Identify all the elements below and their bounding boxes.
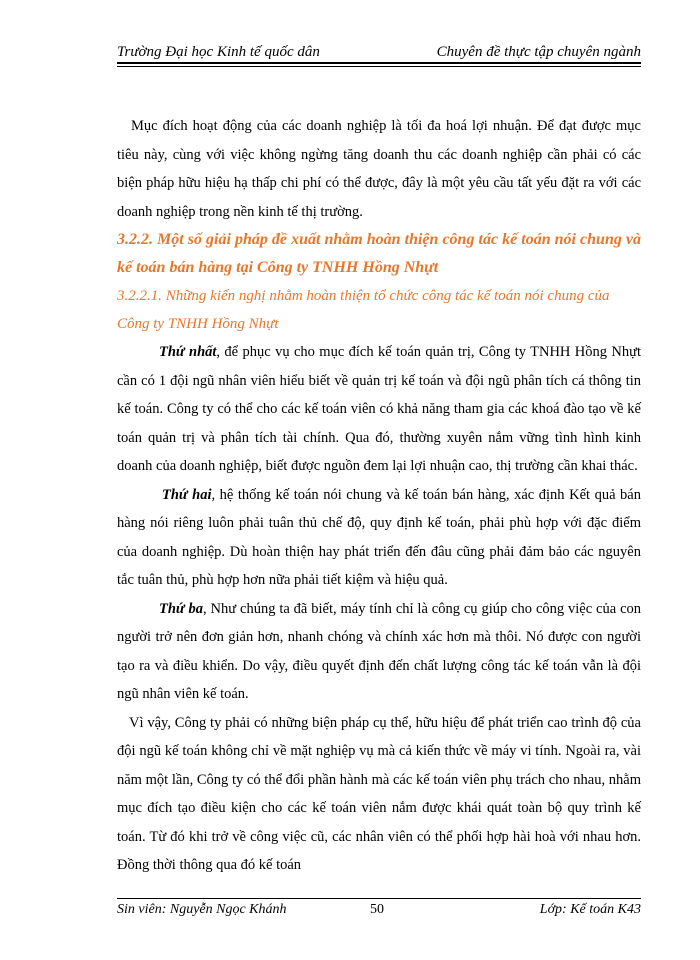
paragraph-purpose: Mục đích hoạt động của các doanh nghiệp là tối đa hoá lợi nhuận. Để đạt được mục tiêu này, cùng với việc không ngừng tăng doanh thu các doanh nghiệp cần phải có các biện pháp hữu hiệu hạ thấp chi phí có thể được, đây là một yêu cầu tất yếu đặt ra với các doanh nghiệp trong nền kinh tế thị trường. (117, 118, 641, 220)
paragraph-third-text: , Như chúng ta đã biết, máy tính chỉ là công cụ giúp cho công việc của con người trở nên đơn giản hơn, nhanh chóng và chính xác hơn mà thôi. Nó được con người tạo ra và điều khiển. Do vậy, điều quyết định đến chất lượng công tác kế toán vẫn là đội ngũ nhân viên kế toán. (117, 600, 642, 702)
paragraph-third-point (117, 595, 641, 709)
subsection-heading-3-2-2-1: 3.2.2.1. Những kiến nghị nhằm hoàn thiện tổ chức công tác kế toán nói chung của Công ty TNHH Hồng Nhựt (117, 288, 610, 332)
lead-first: Thứ nhất (159, 344, 217, 360)
paragraph-first-point (117, 338, 641, 481)
section-heading-3-2-2: 3.2.2. Một số giải pháp đề xuất nhằm hoàn thiện công tác kế toán nói chung và kế toán bán hàng tại Công ty TNHH Hồng Nhựt (117, 231, 641, 276)
paragraph-second-text: , hệ thống kế toán nói chung và kế toán bán hàng, xác định Kết quả bán hàng nói riêng luôn phải tuân thủ chế độ, quy định kế toán, phải phù hợp với đặc điểm của doanh nghiệp. Dù hoàn thiện hay phát triển đến đâu cũng phải đảm bảo các nguyên tắc tuân thủ, phù hợp hơn nữa phải tiết kiệm và hiệu quả. (117, 486, 641, 588)
page-number: 50 (370, 902, 384, 917)
page-footer (117, 902, 641, 922)
lead-second: Thứ hai (162, 486, 212, 503)
header-rule-thin (117, 66, 641, 67)
footer-rule (117, 898, 641, 899)
header-report-type: Chuyên đề thực tập chuyên ngành (436, 44, 641, 60)
paragraph-first-text: , để phục vụ cho mục đích kế toán quản trị, Công ty TNHH Hồng Nhựt cần có 1 đội ngũ nhân viên hiểu biết về quản trị kế toán và đội ngũ phân tích cá thông tin kế toán. Công ty có thể cho các kế toán viên có khả năng tham gia các khoá đào tạo về kế toán quản trị và phân tích tài chính. Qua đó, thường xuyên nắm vững tình hình kinh doanh của doanh nghiệp, biết được nguồn đem lại lợi nhuận cao, thị trường cần khai thác. (117, 344, 641, 474)
header-university: Trường Đại học Kinh tế quốc dân (117, 44, 320, 60)
paragraph-second-point (117, 481, 641, 595)
page-header (117, 38, 641, 62)
page-body (117, 112, 641, 880)
footer-class: Lớp: Kế toán K43 (539, 902, 641, 917)
header-rule-thick (117, 62, 641, 64)
footer-student-name: Sin viên: Nguyễn Ngọc Khánh (117, 902, 287, 917)
paragraph-conclusion: Vì vậy, Công ty phải có những biện pháp cụ thể, hữu hiệu để phát triển cao trình độ của đội ngũ kế toán không chỉ về mặt nghiệp vụ mà cả kiến thức về máy vi tính. Ngoài ra, vài năm một lần, Công ty có thể đổi phần hành mà các kế toán viên phụ trách cho nhau, nhằm mục đích tạo điều kiện cho các kế toán viên nắm được khái quát toàn bộ quy trình kế toán. Từ đó khi trở về công việc cũ, các nhân viên có thể phối hợp hài hoà với nhau hơn. Đồng thời thông qua đó kế toán (117, 714, 641, 873)
lead-third: Thứ ba (159, 600, 204, 617)
